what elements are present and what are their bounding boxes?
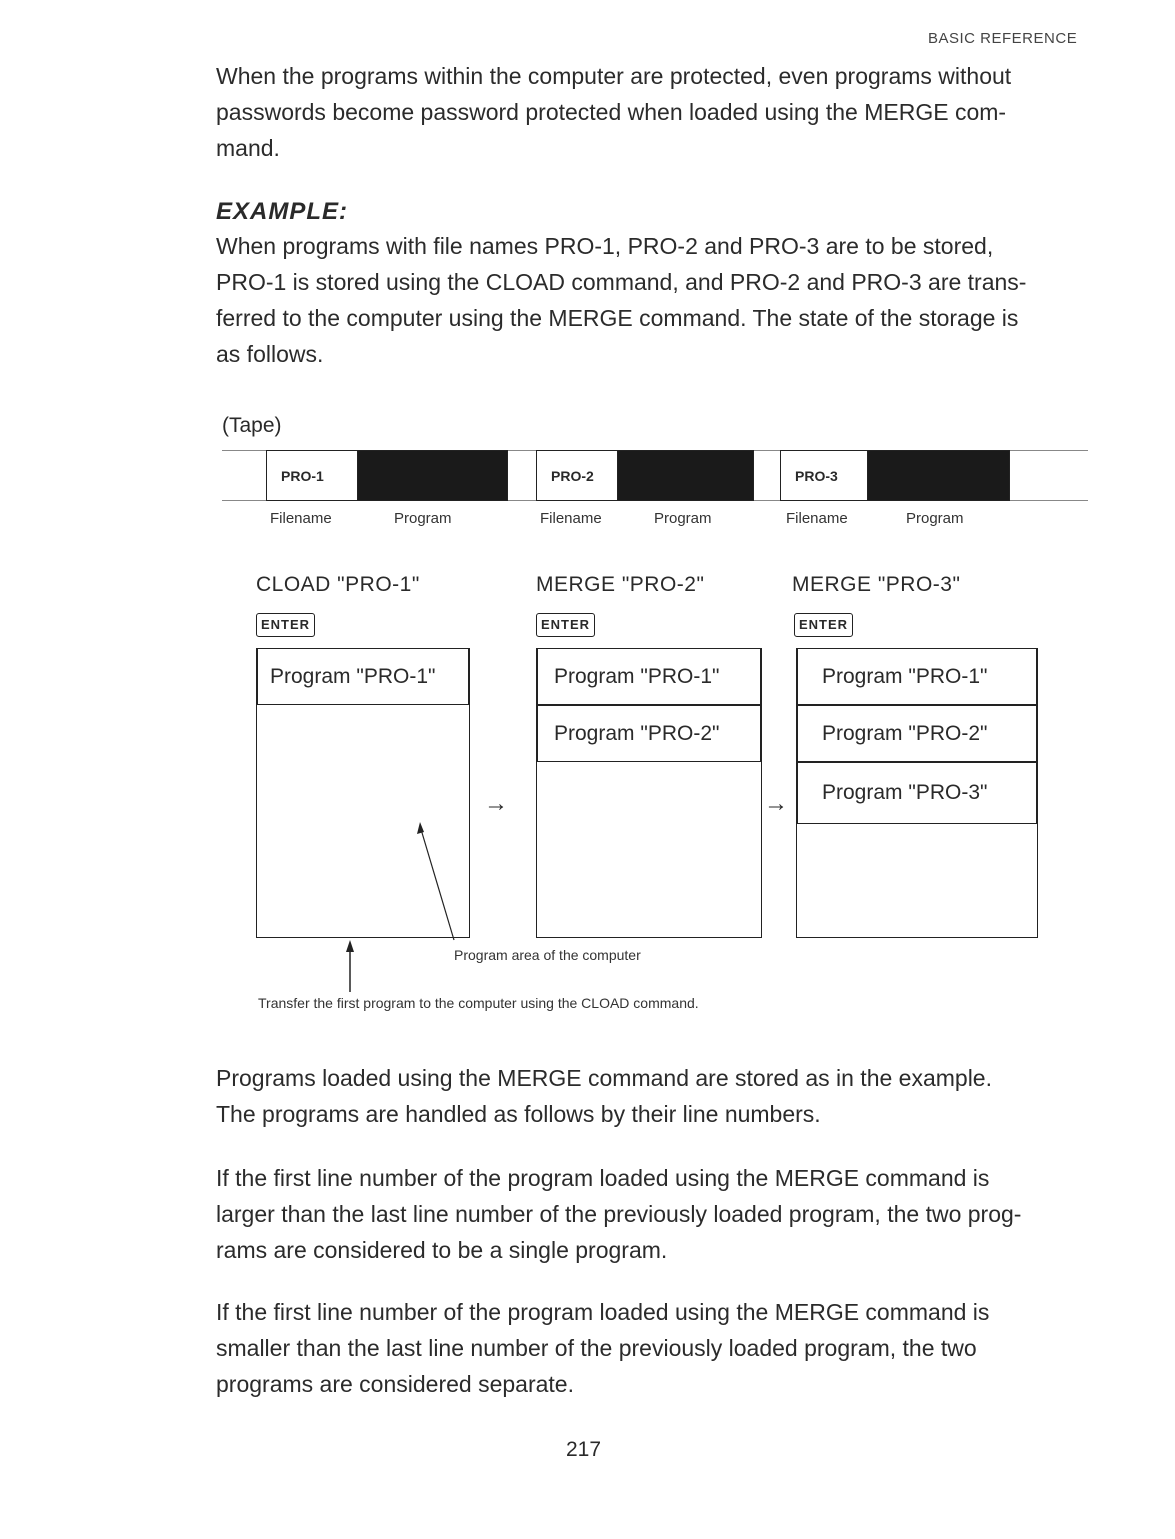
arrow-right-icon: → xyxy=(484,790,508,817)
tape-filename-label: Filename xyxy=(786,510,848,527)
tape-filename-label: Filename xyxy=(270,510,332,527)
tape-filename-pro-2: PRO-2 xyxy=(536,450,618,501)
arrow-right-icon: → xyxy=(764,790,788,817)
section-header: BASIC REFERENCE xyxy=(928,30,1078,47)
larger-line-number-paragraph xyxy=(216,1160,1106,1268)
command-cload-pro-1: CLOAD "PRO-1" xyxy=(256,573,420,596)
program-area-pointer-line xyxy=(420,826,454,940)
memory-program-cell: Program "PRO-1" xyxy=(257,648,469,705)
merge-storage-paragraph xyxy=(216,1060,1106,1132)
smaller-line-number-paragraph xyxy=(216,1294,1106,1402)
text-line: If the first line number of the program loaded using the MERGE command is xyxy=(216,1165,990,1191)
tape-filename-label: Filename xyxy=(540,510,602,527)
page-number: 217 xyxy=(566,1438,602,1461)
text-line: rams are considered to be a single program. xyxy=(216,1237,668,1263)
tape-filename-pro-3: PRO-3 xyxy=(780,450,868,501)
enter-key: ENTER xyxy=(256,613,315,637)
command-merge-pro-3: MERGE "PRO-3" xyxy=(792,573,961,596)
pointer-arrowhead xyxy=(417,822,424,834)
memory-program-cell: Program "PRO-3" xyxy=(797,762,1037,824)
text-line: larger than the last line number of the previously loaded program, the two prog- xyxy=(216,1201,1022,1227)
text-line: as follows. xyxy=(216,341,324,367)
tape-filename-pro-1: PRO-1 xyxy=(266,450,358,501)
command-merge-pro-2: MERGE "PRO-2" xyxy=(536,573,705,596)
text-line: The programs are handled as follows by their line numbers. xyxy=(216,1101,821,1127)
text-line: smaller than the last line number of the previously loaded program, the two xyxy=(216,1335,977,1361)
program-area-caption: Program area of the computer xyxy=(454,947,641,963)
tape-program-label: Program xyxy=(394,510,452,527)
tape-program-label: Program xyxy=(654,510,712,527)
transfer-caption: Transfer the first program to the computer using the CLOAD command. xyxy=(258,995,699,1011)
text-line: programs are considered separate. xyxy=(216,1371,574,1397)
enter-key: ENTER xyxy=(536,613,595,637)
memory-program-cell: Program "PRO-2" xyxy=(537,705,761,762)
text-line: If the first line number of the program loaded using the MERGE command is xyxy=(216,1299,990,1325)
pointer-arrowhead xyxy=(346,940,354,952)
text-line: When the programs within the computer are protected, even programs without xyxy=(216,63,1012,89)
tape-program-label: Program xyxy=(906,510,964,527)
tape-label: (Tape) xyxy=(222,414,282,437)
memory-program-cell: Program "PRO-2" xyxy=(797,705,1037,762)
text-line: PRO-1 is stored using the CLOAD command, and PRO-2 and PRO-3 are trans- xyxy=(216,269,1027,295)
memory-program-cell: Program "PRO-1" xyxy=(797,648,1037,705)
enter-key: ENTER xyxy=(794,613,853,637)
text-line: mand. xyxy=(216,135,280,161)
text-line: Programs loaded using the MERGE command are stored as in the example. xyxy=(216,1065,992,1091)
example-title: EXAMPLE: xyxy=(216,198,349,225)
text-line: When programs with file names PRO-1, PRO-2 and PRO-3 are to be stored, xyxy=(216,233,994,259)
memory-program-cell: Program "PRO-1" xyxy=(537,648,761,705)
text-line: ferred to the computer using the MERGE command. The state of the storage is xyxy=(216,305,1019,331)
text-line: passwords become password protected when loaded using the MERGE com- xyxy=(216,99,1007,125)
